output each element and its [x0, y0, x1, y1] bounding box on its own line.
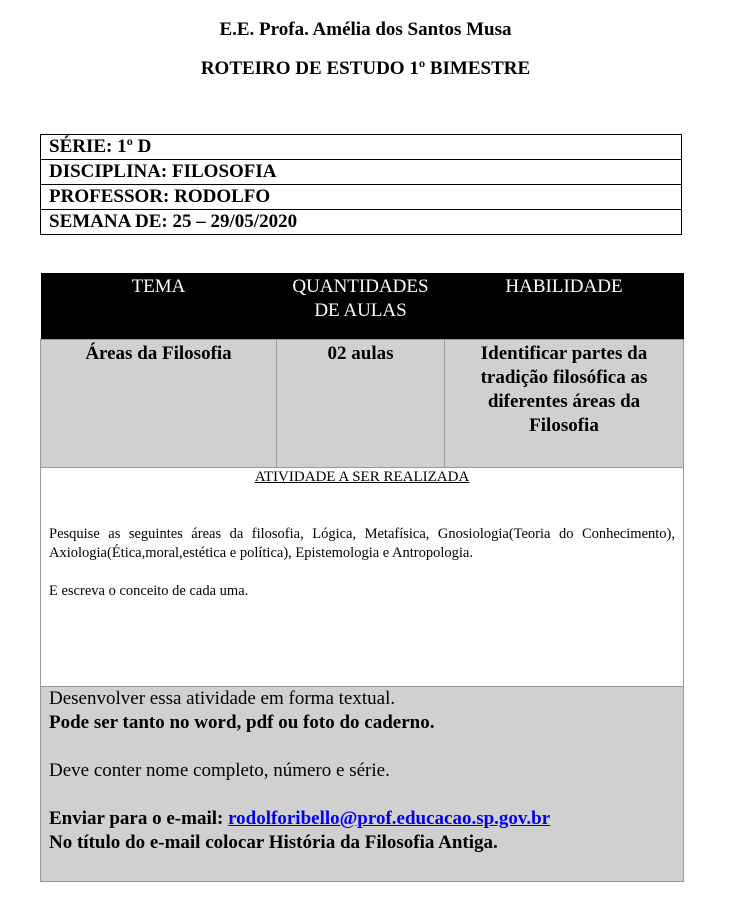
professor-field: PROFESSOR: RODOLFO	[41, 185, 682, 210]
table-row	[41, 340, 684, 468]
disciplina-field: DISCIPLINA: FILOSOFIA	[41, 160, 682, 185]
semana-field: SEMANA DE: 25 – 29/05/2020	[41, 210, 682, 235]
activity-title: ATIVIDADE A SER REALIZADA	[254, 469, 470, 485]
header-tema: TEMA	[41, 273, 277, 340]
email-link[interactable]: rodolforibello@prof.educacao.sp.gov.br	[228, 808, 551, 829]
email-line	[49, 807, 675, 831]
cell-tema: Áreas da Filosofia	[41, 340, 277, 468]
activity-instructions: Pesquise as seguintes áreas da filosofia, Lógica, Metafísica, Gnosiologia(Teoria do Conhecimento), Axiologia(Ética,moral,estética e política), Epistemologia e Antropologia.	[49, 526, 675, 561]
header-habilidade: HABILIDADE	[445, 273, 684, 340]
spacer	[49, 783, 675, 807]
cell-habilidade: Identificar partes da tradição filosófica as diferentes áreas da Filosofia	[445, 340, 684, 468]
footer-instruction-1: Desenvolver essa atividade em forma textual.	[49, 688, 396, 709]
activity-row	[41, 468, 684, 687]
footer-cell	[41, 687, 684, 882]
table-header-row	[41, 273, 684, 340]
footer-instruction-5: No título do e-mail colocar História da Filosofia Antiga.	[49, 832, 498, 853]
school-name: E.E. Profa. Amélia dos Santos Musa	[219, 19, 512, 40]
header-quantidades: QUANTIDADES DE AULAS	[277, 273, 445, 340]
info-table	[40, 134, 682, 235]
study-plan-table	[40, 273, 684, 882]
email-prefix: Enviar para o e-mail:	[49, 808, 229, 829]
serie-field: SÉRIE: 1º D	[41, 135, 682, 160]
cell-quantidade: 02 aulas	[277, 340, 445, 468]
activity-task: E escreva o conceito de cada uma.	[49, 583, 249, 599]
spacer	[49, 735, 675, 759]
activity-cell	[41, 468, 684, 687]
footer-instruction-3: Deve conter nome completo, número e série.	[49, 760, 390, 781]
document-title: ROTEIRO DE ESTUDO 1º BIMESTRE	[200, 58, 531, 79]
footer-instruction-2: Pode ser tanto no word, pdf ou foto do caderno.	[49, 712, 435, 733]
footer-row	[41, 687, 684, 882]
